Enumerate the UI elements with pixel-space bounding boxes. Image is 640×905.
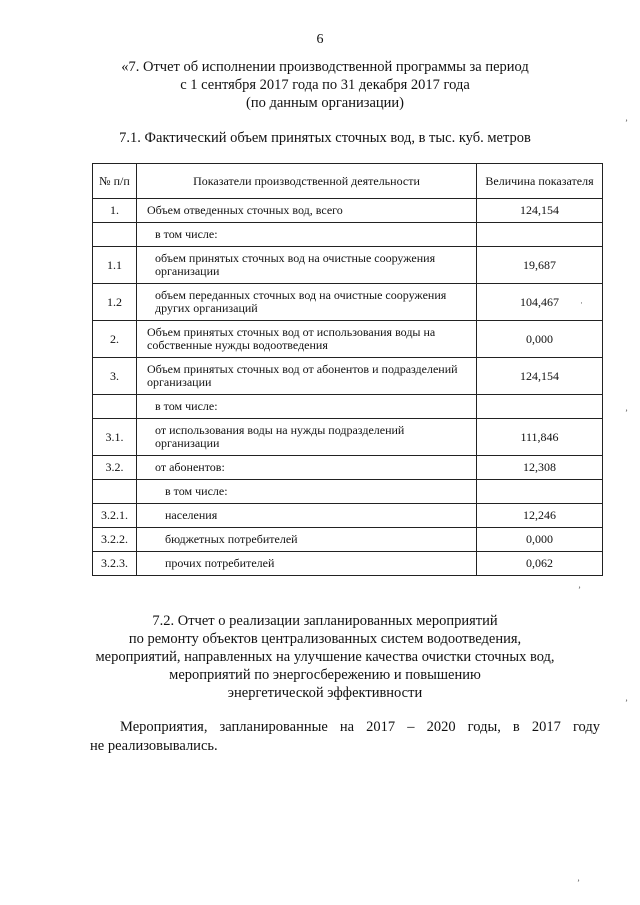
- row-indicator: объем переданных сточных вод на очистные сооружения других организаций: [137, 284, 477, 321]
- header-value: Величина показателя: [477, 164, 603, 199]
- table-row: [93, 504, 603, 528]
- row-num: 2.: [93, 321, 137, 358]
- table-row: [93, 480, 603, 504]
- table-row: [93, 199, 603, 223]
- heading-line: «7. Отчет об исполнении производственной программы за период: [121, 59, 529, 75]
- scan-mark: ·: [580, 298, 583, 308]
- row-value: 124,154: [477, 199, 603, 223]
- scan-mark: ʼ: [625, 118, 628, 128]
- wastewater-volume-table: [92, 163, 603, 576]
- row-value: 0,062: [477, 552, 603, 576]
- section-7-2-heading: [40, 612, 610, 702]
- scan-mark: ʼ: [625, 698, 628, 708]
- row-num: 1.2: [93, 284, 137, 321]
- row-value: 19,687: [477, 247, 603, 284]
- section-7-heading: [40, 58, 610, 112]
- closing-line: не реализовывались.: [90, 738, 218, 754]
- table-header-row: [93, 164, 603, 199]
- row-num: 3.: [93, 358, 137, 395]
- row-indicator: от использования воды на нужды подразделений организации: [137, 419, 477, 456]
- row-value: 104,467: [477, 284, 603, 321]
- table-row: [93, 528, 603, 552]
- table-row: [93, 223, 603, 247]
- closing-line: Мероприятия, запланированные на 2017 – 2020 годы, в 2017 году: [120, 719, 600, 735]
- row-value: [477, 480, 603, 504]
- row-indicator: объем принятых сточных вод на очистные сооружения организации: [137, 247, 477, 284]
- scan-mark: ʼ: [625, 408, 628, 418]
- row-value: [477, 395, 603, 419]
- row-num: [93, 223, 137, 247]
- heading-line: (по данным организации): [245, 95, 404, 111]
- table-row: [93, 395, 603, 419]
- table-row: [93, 247, 603, 284]
- row-value: 124,154: [477, 358, 603, 395]
- heading-line: с 1 сентября 2017 года по 31 декабря 2017 года: [180, 77, 470, 93]
- row-indicator: населения: [137, 504, 477, 528]
- subsection-7-1-heading: 7.1. Фактический объем принятых сточных вод, в тыс. куб. метров: [119, 130, 531, 146]
- row-indicator: от абонентов:: [137, 456, 477, 480]
- section72-line: по ремонту объектов централизованных систем водоотведения,: [128, 631, 522, 647]
- row-num: 3.2.: [93, 456, 137, 480]
- row-value: 111,846: [477, 419, 603, 456]
- row-indicator: Объем отведенных сточных вод, всего: [137, 199, 477, 223]
- table-row: [93, 321, 603, 358]
- row-value: [477, 223, 603, 247]
- table-row: [93, 284, 603, 321]
- closing-paragraph: [90, 718, 600, 756]
- section72-line: мероприятий, направленных на улучшение качества очистки сточных вод,: [95, 649, 555, 665]
- header-num: № п/п: [93, 164, 137, 199]
- row-num: 1.: [93, 199, 137, 223]
- table-row: [93, 358, 603, 395]
- header-indicator: Показатели производственной деятельности: [137, 164, 477, 199]
- row-num: 1.1: [93, 247, 137, 284]
- row-num: 3.1.: [93, 419, 137, 456]
- row-indicator: в том числе:: [137, 480, 477, 504]
- row-indicator: прочих потребителей: [137, 552, 477, 576]
- row-indicator: в том числе:: [137, 223, 477, 247]
- row-indicator: бюджетных потребителей: [137, 528, 477, 552]
- section72-line: мероприятий по энергосбережению и повышению: [169, 667, 481, 683]
- row-num: 3.2.1.: [93, 504, 137, 528]
- scan-mark: ʼ: [578, 585, 581, 595]
- row-indicator: Объем принятых сточных вод от использования воды на собственные нужды водоотведения: [137, 321, 477, 358]
- row-indicator: Объем принятых сточных вод от абонентов и подразделений организации: [137, 358, 477, 395]
- scan-mark: ʼ: [577, 878, 580, 888]
- page-number: 6: [316, 32, 324, 47]
- table-row: [93, 552, 603, 576]
- table-row: [93, 419, 603, 456]
- row-num: 3.2.2.: [93, 528, 137, 552]
- row-value: 0,000: [477, 321, 603, 358]
- row-num: 3.2.3.: [93, 552, 137, 576]
- row-indicator: в том числе:: [137, 395, 477, 419]
- section72-line: 7.2. Отчет о реализации запланированных мероприятий: [152, 613, 498, 629]
- row-value: 12,308: [477, 456, 603, 480]
- row-value: 0,000: [477, 528, 603, 552]
- table-row: [93, 456, 603, 480]
- row-num: [93, 480, 137, 504]
- section72-line: энергетической эффективности: [227, 685, 423, 701]
- row-value: 12,246: [477, 504, 603, 528]
- row-num: [93, 395, 137, 419]
